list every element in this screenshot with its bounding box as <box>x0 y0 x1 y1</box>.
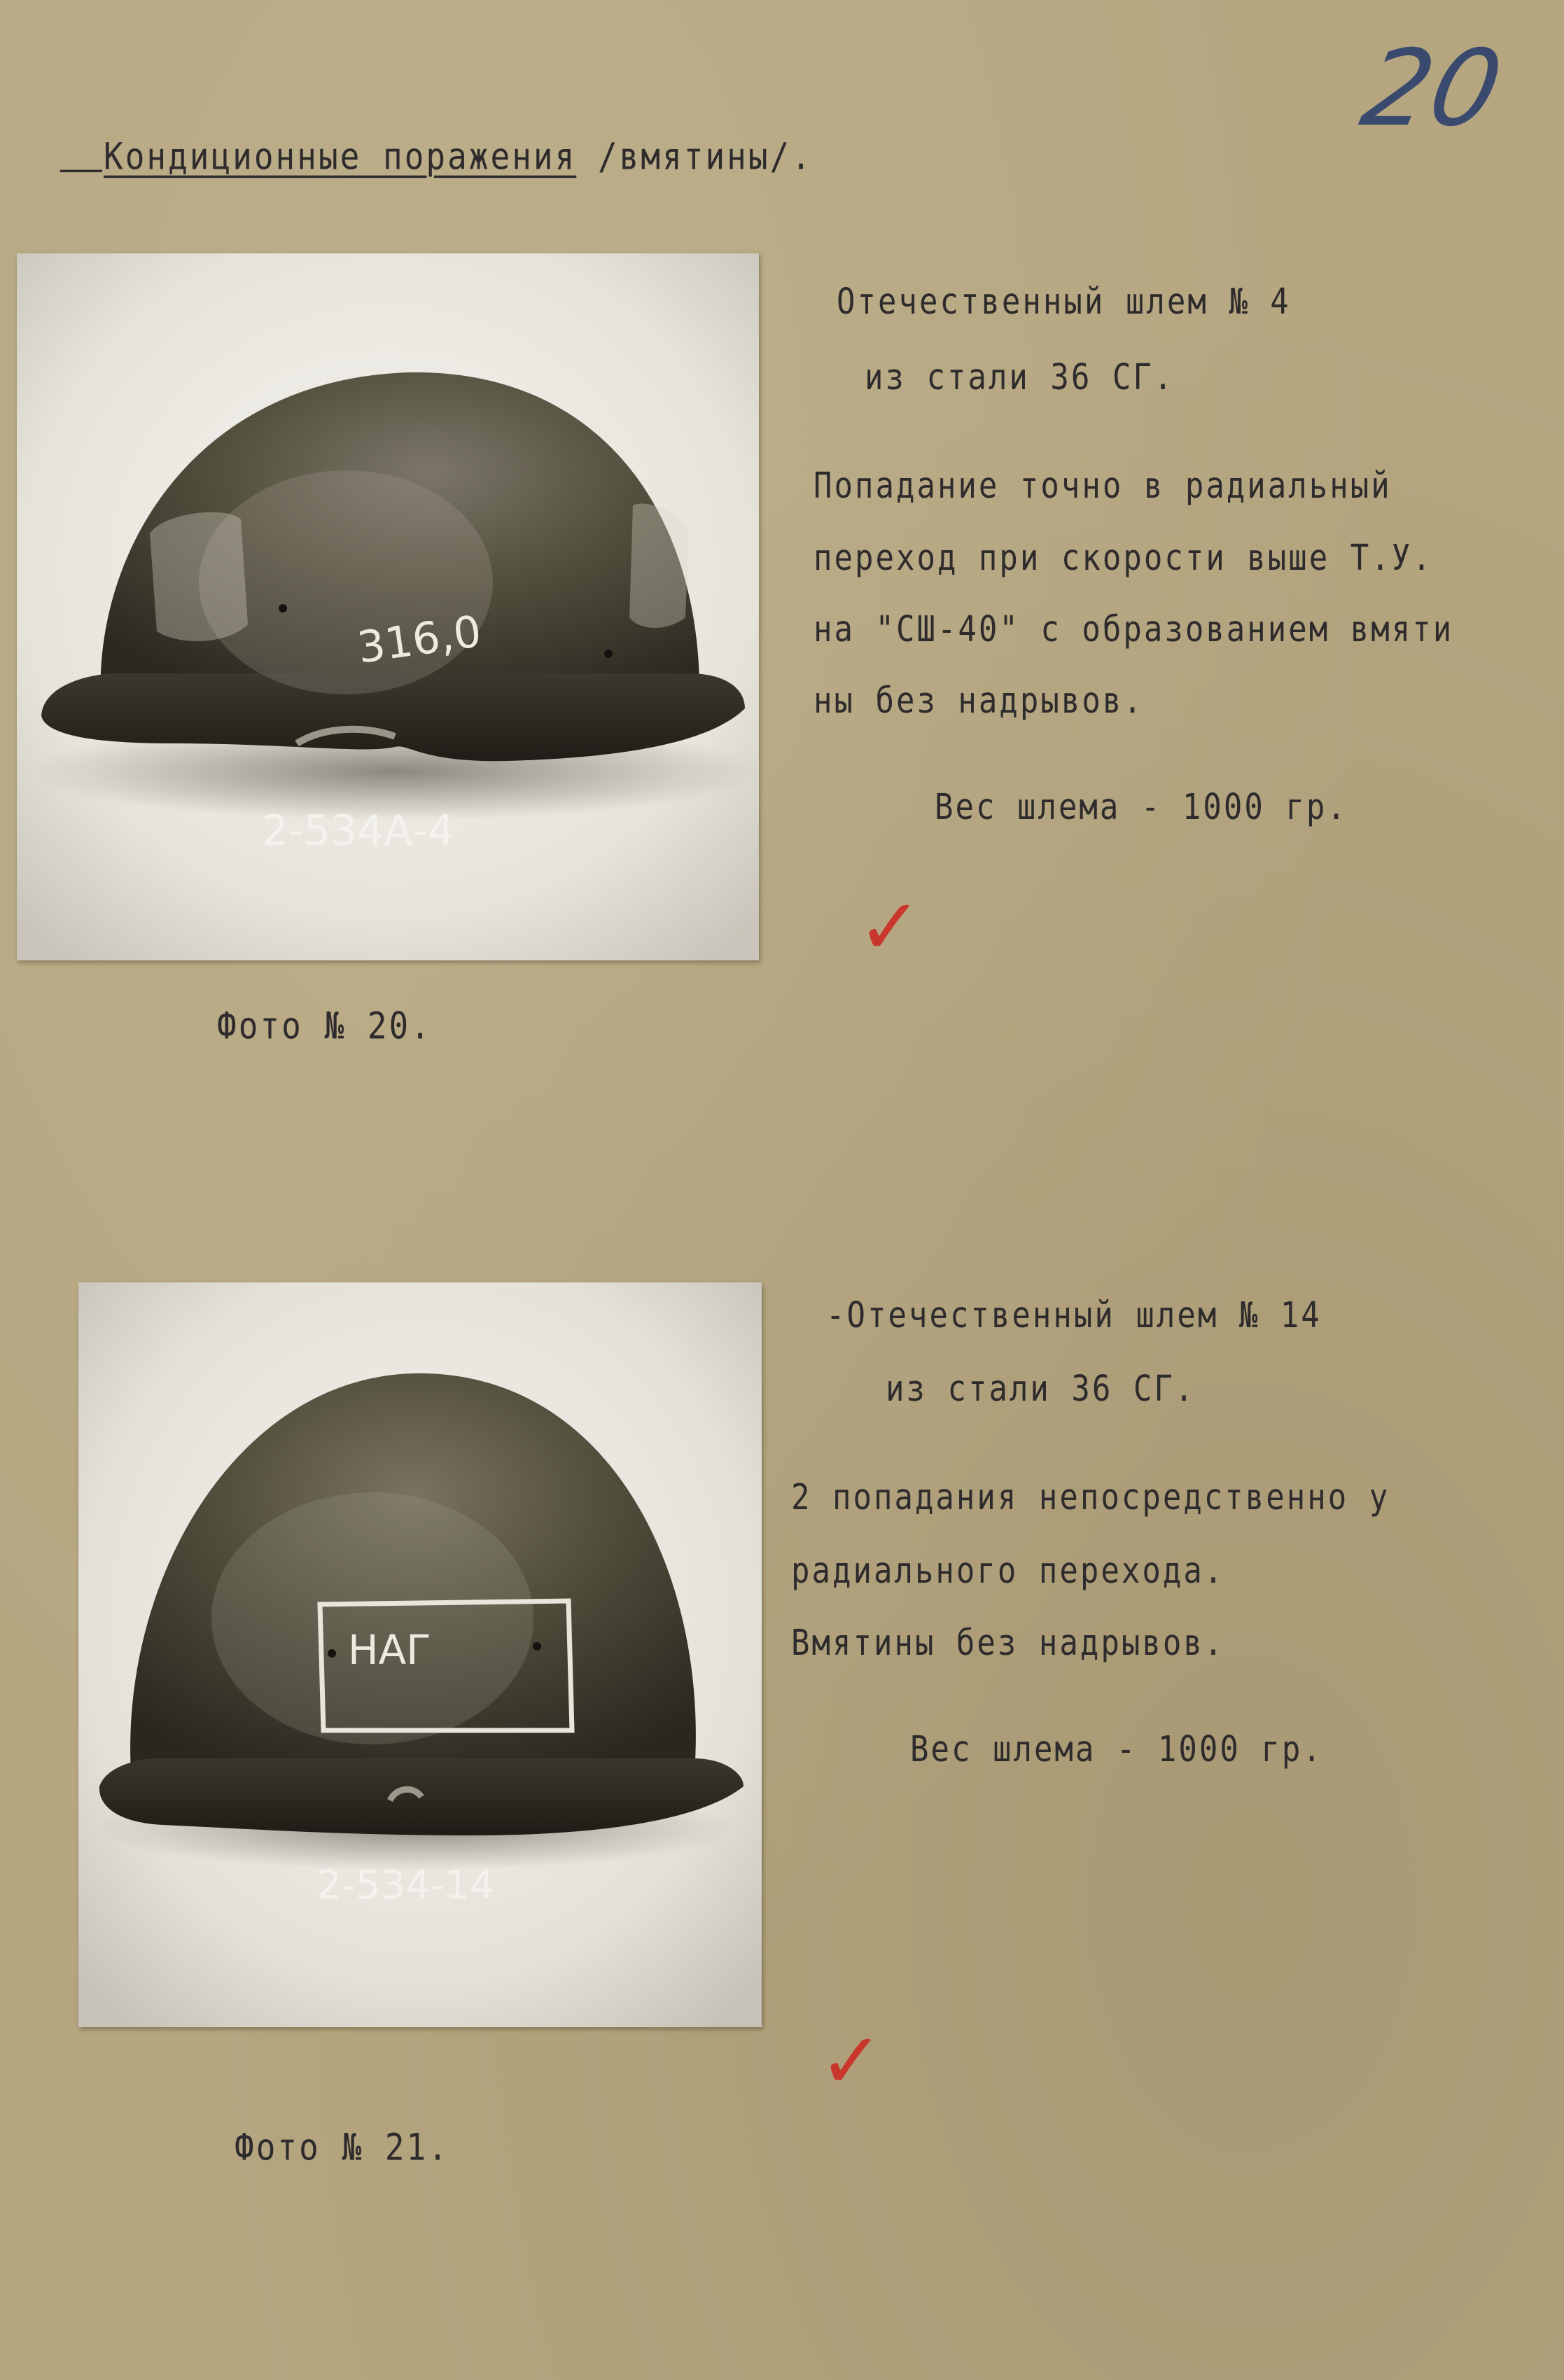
entry1-description-line: на "СШ-40" с образованием вмяти <box>814 609 1454 650</box>
handwritten-page-number: 20 <box>1352 28 1512 150</box>
title-rest: /вмятины/. <box>597 134 813 178</box>
entry1-photo-caption: Фото № 20. <box>217 1004 432 1048</box>
entry1-steel-line: из стали 36 СГ. <box>865 357 1175 398</box>
entry2-description-line: Вмятины без надрывов. <box>791 1623 1225 1664</box>
helmet-chalk-mark: НАГ <box>348 1626 431 1674</box>
entry1-helmet-line: Отечественный шлем № 4 <box>837 281 1291 323</box>
entry1-check-mark: ✓ <box>858 882 923 972</box>
entry1-description-line: переход при скорости выше Т.У. <box>814 538 1433 579</box>
photo-plate-id: 2-534А-4 <box>262 806 455 855</box>
helmet-photo-20 <box>17 253 759 960</box>
entry1-weight: Вес шлема - 1000 гр. <box>935 787 1348 828</box>
photo-plate-id: 2-534-14 <box>316 1863 495 1908</box>
helmet-photo-21 <box>78 1282 762 2027</box>
entry2-description-line: радиального перехода. <box>791 1550 1225 1592</box>
entry2-photo-caption: Фото № 21. <box>235 2125 449 2169</box>
entry2-helmet-line: -Отечественный шлем № 14 <box>826 1295 1322 1336</box>
helmet-photo-20-image <box>17 253 759 960</box>
helmet-chalk-mark: 316,0 <box>354 605 484 673</box>
entry2-check-mark: ✓ <box>819 2016 884 2106</box>
title-underline-lead <box>60 134 102 172</box>
helmet-photo-21-image <box>78 1282 762 2027</box>
entry2-steel-line: из стали 36 СГ. <box>886 1368 1196 1410</box>
title-underlined: Кондиционные поражения <box>104 134 577 178</box>
entry1-description-line: Попадание точно в радиальный <box>814 465 1392 507</box>
page-title <box>60 134 813 178</box>
entry2-description-line: 2 попадания непосредственно у <box>791 1477 1390 1518</box>
entry2-weight: Вес шлема - 1000 гр. <box>910 1729 1323 1770</box>
entry1-description-line: ны без надрывов. <box>814 680 1144 722</box>
